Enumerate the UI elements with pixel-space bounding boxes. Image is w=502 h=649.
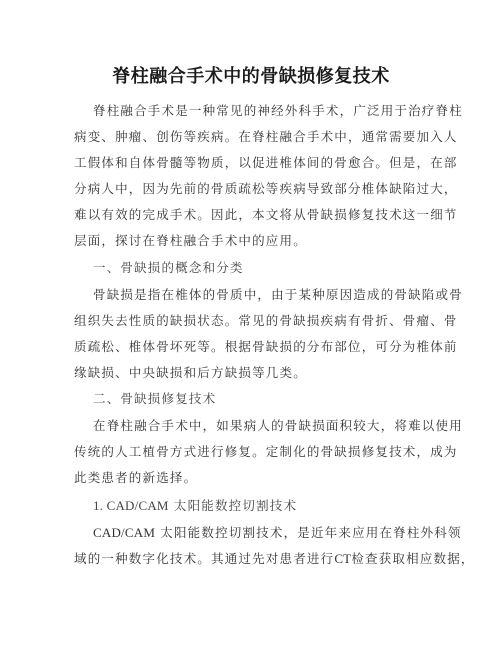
paragraph-1-line-4: 分病人中，因为先前的骨质疏松等疾病导致部分椎体缺陷过大，: [74, 181, 458, 196]
paragraph-1-line-2: 病变、肿瘤、创伤等疾病。在脊柱融合手术中，通常需要加入人: [74, 129, 458, 144]
paragraph-4-line-2-latin: CT: [334, 551, 352, 566]
paragraph-1-line-6: 层面，探讨在脊柱融合手术中的应用。: [74, 233, 307, 248]
paragraph-1-line-3: 工假体和自体骨髓等物质，以促进椎体间的骨愈合。但是，在部: [74, 155, 458, 170]
paragraph-3-line-3: 此类患者的新选择。: [74, 470, 198, 485]
paragraph-3-line-1: 在脊柱融合手术中，如果病人的骨缺损面积较大，将难以使用: [93, 418, 463, 433]
paragraph-3-line-2: 传统的人工植骨方式进行修复。定制化的骨缺损修复技术，成为: [74, 444, 458, 459]
heading-3-text: 太阳能数控切割技术: [173, 498, 298, 513]
paragraph-4-line-1: [93, 523, 462, 541]
section-heading-2: 二、骨缺损修复技术: [93, 391, 217, 406]
paragraph-1-line-5: 难以有效的完成手术。因此，本文将从骨缺损修复技术这一细节: [74, 207, 458, 222]
document-title: 脊柱融合手术中的骨缺损修复技术: [112, 66, 390, 87]
paragraph-2-line-2: 组织失去性质的缺损状态。常见的骨缺损疾病有骨折、骨瘤、骨: [74, 313, 458, 328]
paragraph-4-line-1-latin: CAD/CAM: [93, 525, 156, 540]
paragraph-1-line-1: 脊柱融合手术是一种常见的神经外科手术，广泛用于治疗脊柱: [93, 103, 463, 118]
paragraph-2-line-3: 质疏松、椎体骨坏死等。根据骨缺损的分布部位，可分为椎体前: [74, 339, 458, 354]
paragraph-4-line-2-text-b: 检查获取相应数据，: [351, 551, 475, 566]
paragraph-4-line-2-text-a: 域的一种数字化技术。其通过先对患者进行: [74, 551, 335, 566]
paragraph-4-line-2: [74, 549, 475, 567]
heading-3-number: 1. CAD/CAM: [93, 498, 169, 513]
paragraph-4-line-1-text: 太阳能数控切割技术，是近年来应用在脊柱外科领: [160, 525, 462, 540]
paragraph-2-line-1: 骨缺损是指在椎体的骨质中，由于某种原因造成的骨缺陷或骨: [93, 287, 463, 302]
paragraph-2-line-4: 缘缺损、中央缺损和后方缺损等几类。: [74, 365, 307, 380]
section-heading-3: [93, 496, 297, 514]
section-heading-1: 一、骨缺损的概念和分类: [93, 260, 244, 275]
